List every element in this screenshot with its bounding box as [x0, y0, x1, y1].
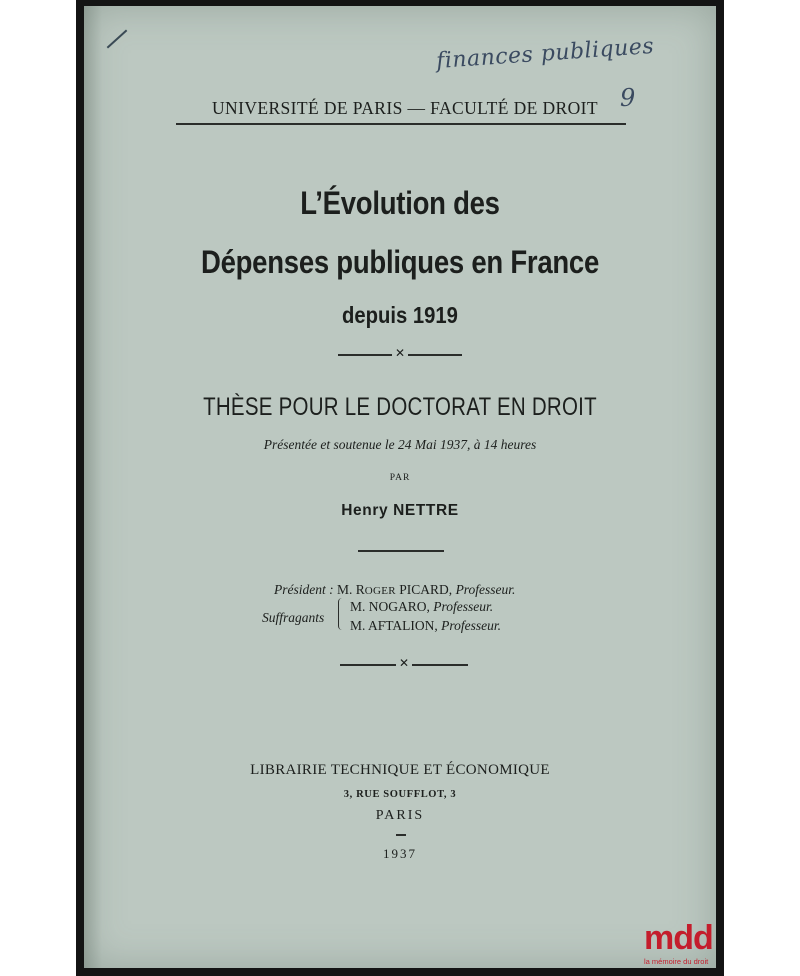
president-name: PICARD,	[395, 582, 453, 597]
defense-date: Présentée et soutenue le 24 Mai 1937, à 14 heures	[263, 437, 537, 452]
publication-year: 1937	[383, 846, 417, 861]
jury-member-2	[350, 618, 501, 634]
president-title: Professeur.	[455, 582, 516, 597]
separator-rule	[358, 550, 444, 552]
member2-title: Professeur.	[441, 618, 502, 633]
publisher-name: LIBRAIRIE TECHNIQUE ET ÉCONOMIQUE	[250, 762, 550, 778]
cross-ornament-icon: ✕	[399, 656, 410, 670]
university-header: UNIVERSITÉ DE PARIS — FACULTÉ DE DROIT	[212, 98, 598, 118]
title-line-3: depuis 1919	[342, 302, 458, 328]
header-underline	[176, 123, 626, 125]
president-label: Président :	[274, 582, 334, 597]
suffragants-brace	[338, 598, 345, 630]
suffragants-label: Suffragants	[262, 610, 325, 625]
jury-president	[274, 582, 515, 598]
title-line-1: L’Évolution des	[300, 185, 500, 221]
member1-name: M. NOGARO,	[350, 599, 430, 614]
logo-tagline: la mémoire du droit	[644, 957, 709, 966]
publisher-city: PARIS	[375, 808, 425, 823]
thesis-heading: THÈSE POUR LE DOCTORAT EN DROIT	[203, 393, 597, 421]
handwritten-number: 9	[620, 84, 636, 112]
by-label: PAR	[389, 473, 411, 483]
president-prefix: M. R	[337, 582, 365, 597]
ornament-rule-bottom	[340, 658, 468, 672]
publisher-address: 3, RUE SOUFFLOT, 3	[343, 789, 457, 800]
ornament-rule-top	[338, 348, 462, 362]
mdd-logo	[644, 920, 726, 972]
logo-mark: mdd	[644, 919, 713, 957]
author-name: Henry NETTRE	[341, 502, 459, 519]
member1-title: Professeur.	[433, 599, 494, 614]
member2-name: M. AFTALION,	[350, 618, 438, 633]
jury-member-1	[350, 599, 493, 615]
cross-ornament-icon: ✕	[395, 346, 406, 360]
handwritten-note: finances publiques	[435, 33, 655, 75]
president-first-name: OGER	[364, 585, 396, 597]
small-dash	[396, 834, 406, 836]
title-line-2: Dépenses publiques en France	[200, 244, 600, 280]
